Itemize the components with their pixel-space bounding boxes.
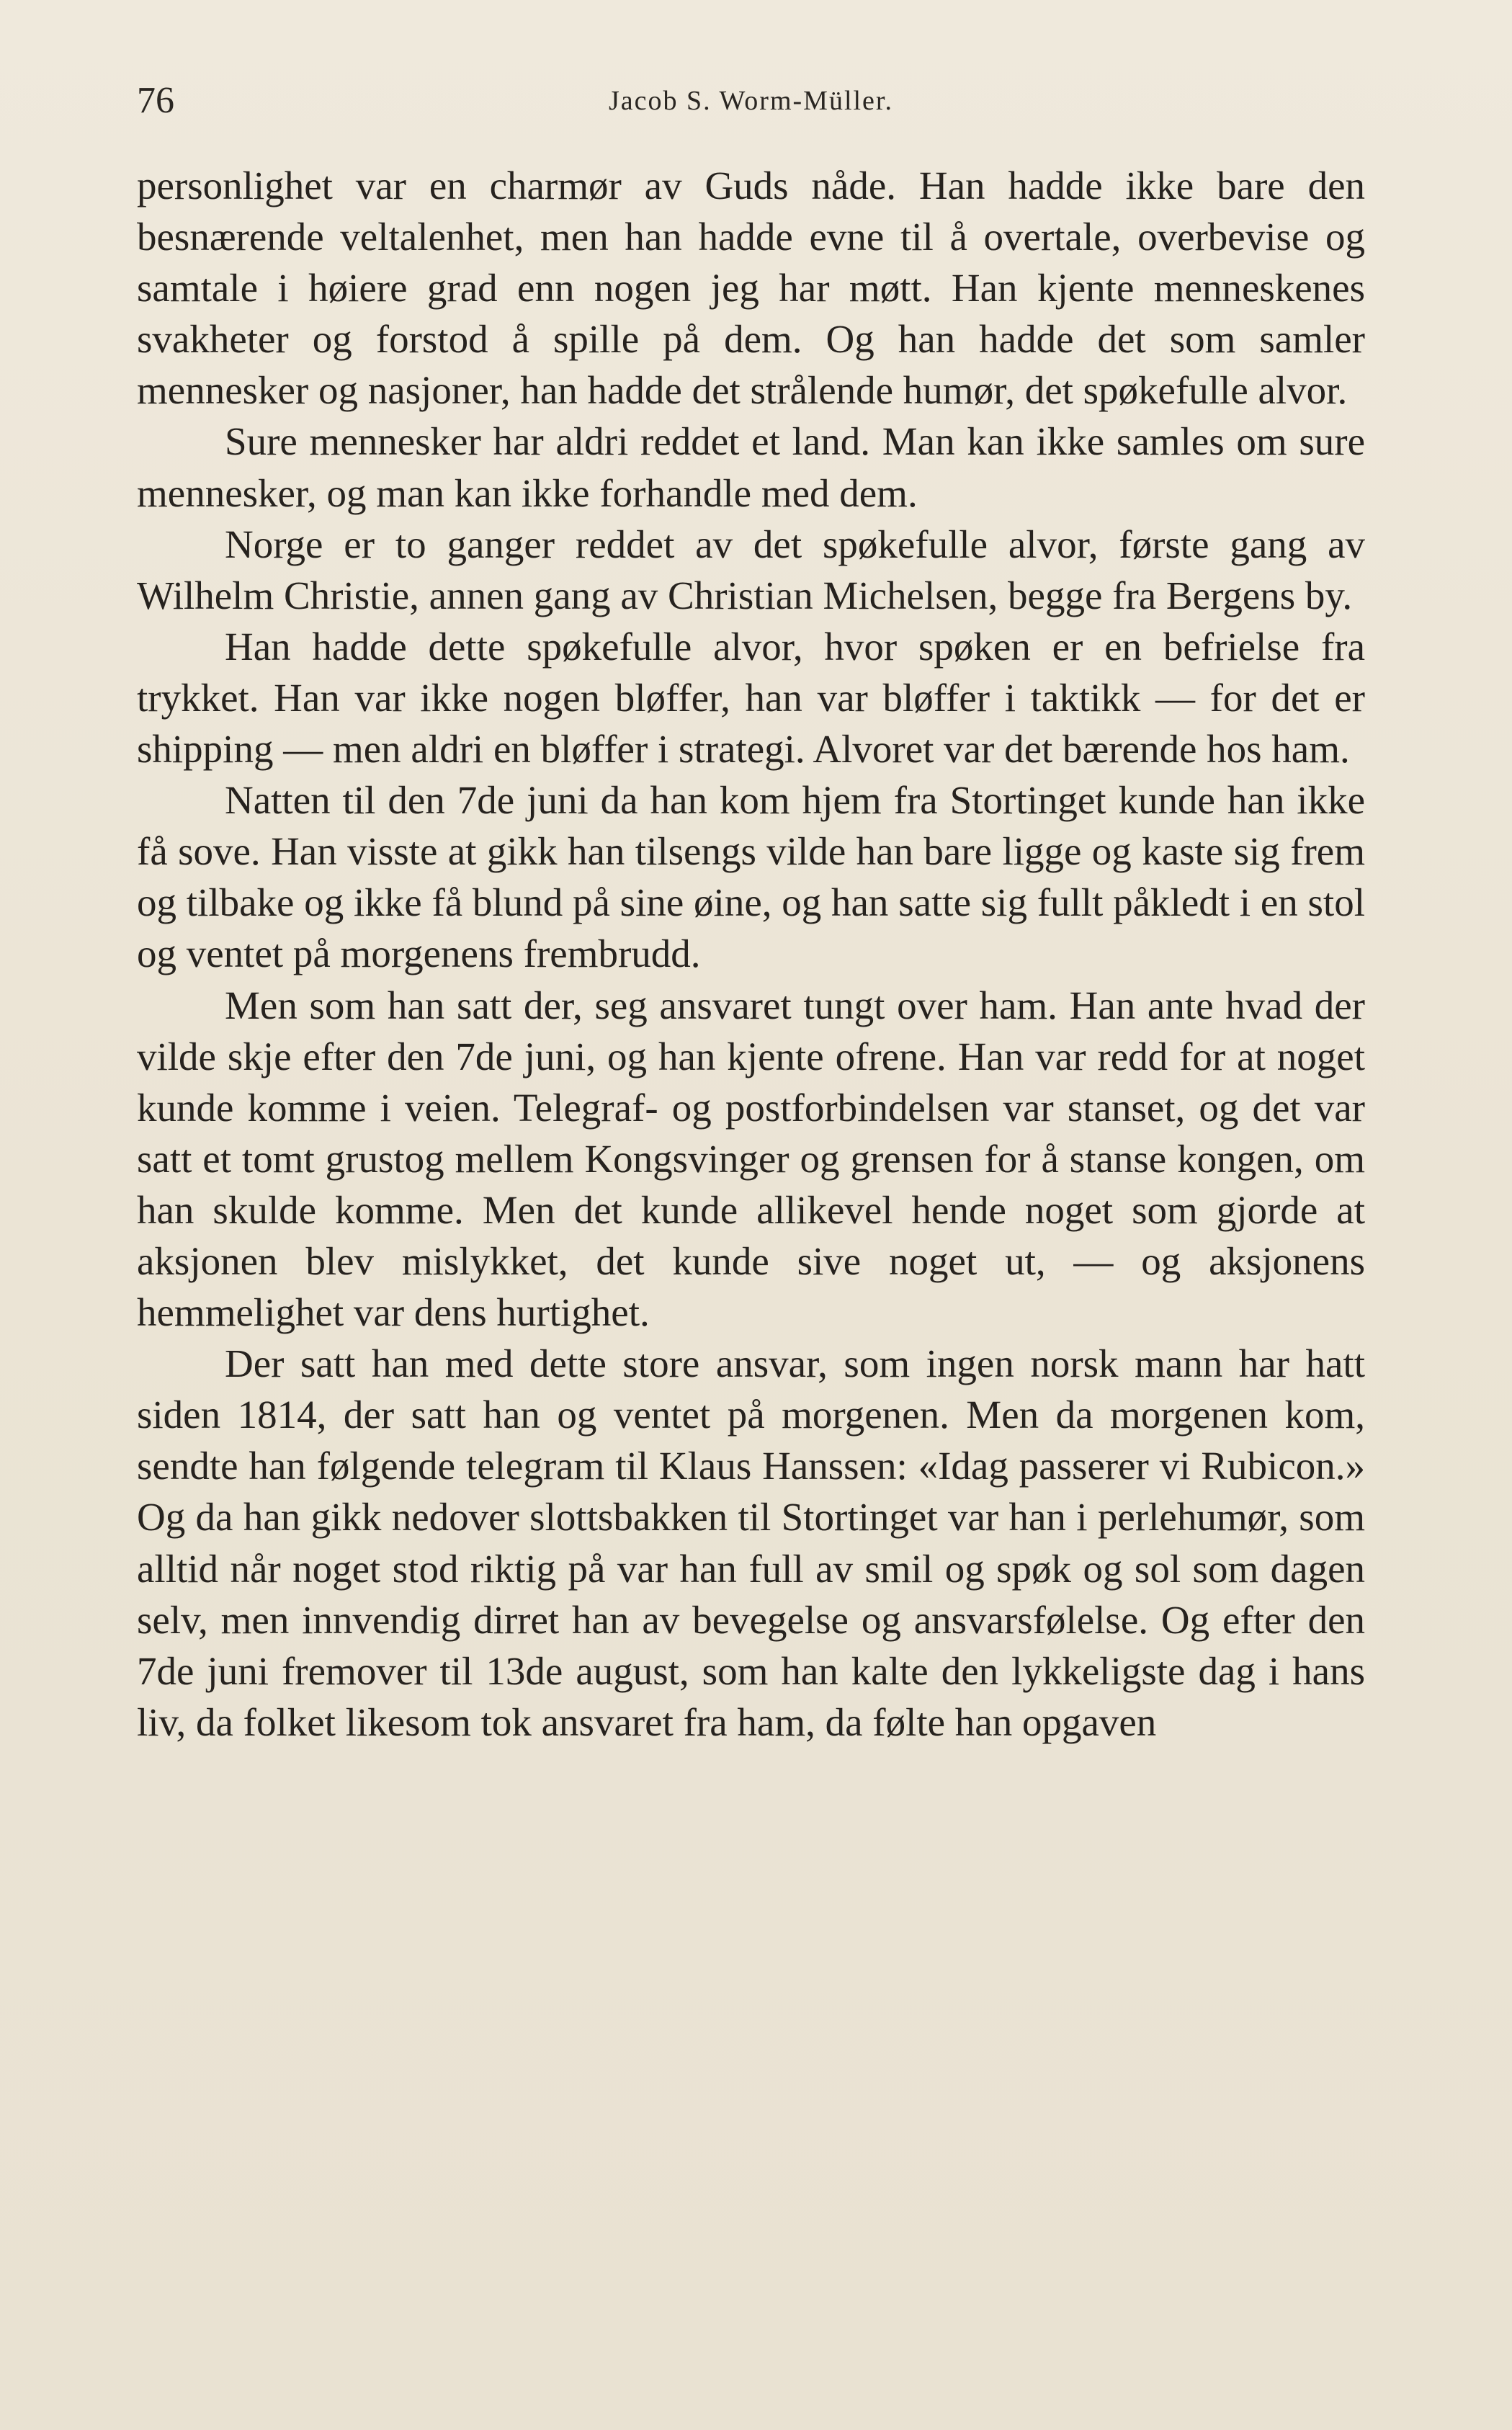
paragraph: Han hadde dette spøkefulle alvor, hvor spøken er en befrielse fra trykket. Han var ikke nogen bløffer, han var bløffer i taktikk — for det er shipping — men aldri en bløffer i strategi. Alvoret var det bærende hos ham.	[137, 624, 1365, 772]
paragraph: Der satt han med dette store ansvar, som ingen norsk mann har hatt siden 1814, der satt han og ventet på morgenen. Men da morgenen kom, sendte han følgende telegram til Klaus Hanssen: «Idag passerer vi Rubicon.» Og da han gikk nedover slottsbakken til Stortinget var han i perlehumør, som alltid når noget stod riktig på var han full av smil og spøk og sol som dagen selv, men innvendig dirret han av bevegelse og ansvarsfølelse. Og efter den 7de juni fremover til 13de august, som han kalte den lykkeligste dag i hans liv, da folket likesom tok ansvaret fra ham, da følte han opgaven	[137, 1341, 1365, 1744]
running-head: Jacob S. Worm-Müller.	[609, 86, 893, 116]
paragraph: Sure mennesker har aldri reddet et land. Man kan ikke samles om sure mennesker, og man kan ikke forhandle med dem.	[137, 419, 1365, 515]
paragraph: Norge er to ganger reddet av det spøkefulle alvor, første gang av Wilhelm Christie, annen gang av Christian Michelsen, begge fra Bergens by.	[137, 522, 1365, 617]
paragraph: Men som han satt der, seg ansvaret tungt over ham. Han ante hvad der vilde skje efter den 7de juni, og han kjente ofrene. Han var redd for at noget kunde komme i veien. Telegraf- og postforbindelsen var stanset, og det var satt et tomt grustog mellem Kongsvinger og grensen for å stanse kongen, om han skulde komme. Men det kunde allikevel hende noget som gjorde at aksjonen blev mislykket, det kunde sive noget ut, — og aksjonens hemmelighet var dens hurtighet.	[137, 983, 1365, 1335]
paragraph-continued: personlighet var en charmør av Guds nåde. Han hadde ikke bare den besnærende veltalenhet, men han hadde evne til å overtale, overbevise og samtale i høiere grad enn nogen jeg har møtt. Han kjente menneskenes svakheter og forstod å spille på dem. Og han hadde det som samler mennesker og nasjoner, han hadde det strålende humør, det spøkefulle alvor.	[137, 164, 1365, 413]
paragraph: Natten til den 7de juni da han kom hjem fra Stortinget kunde han ikke få sove. Han visste at gikk han tilsengs vilde han bare ligge og kaste sig frem og tilbake og ikke få blund på sine øine, og han satte sig fullt påkledt i en stol og ventet på morgenens frembrudd.	[137, 778, 1365, 976]
body-text	[137, 160, 1365, 1748]
page-number: 76	[137, 80, 174, 121]
page-header	[137, 72, 1365, 130]
